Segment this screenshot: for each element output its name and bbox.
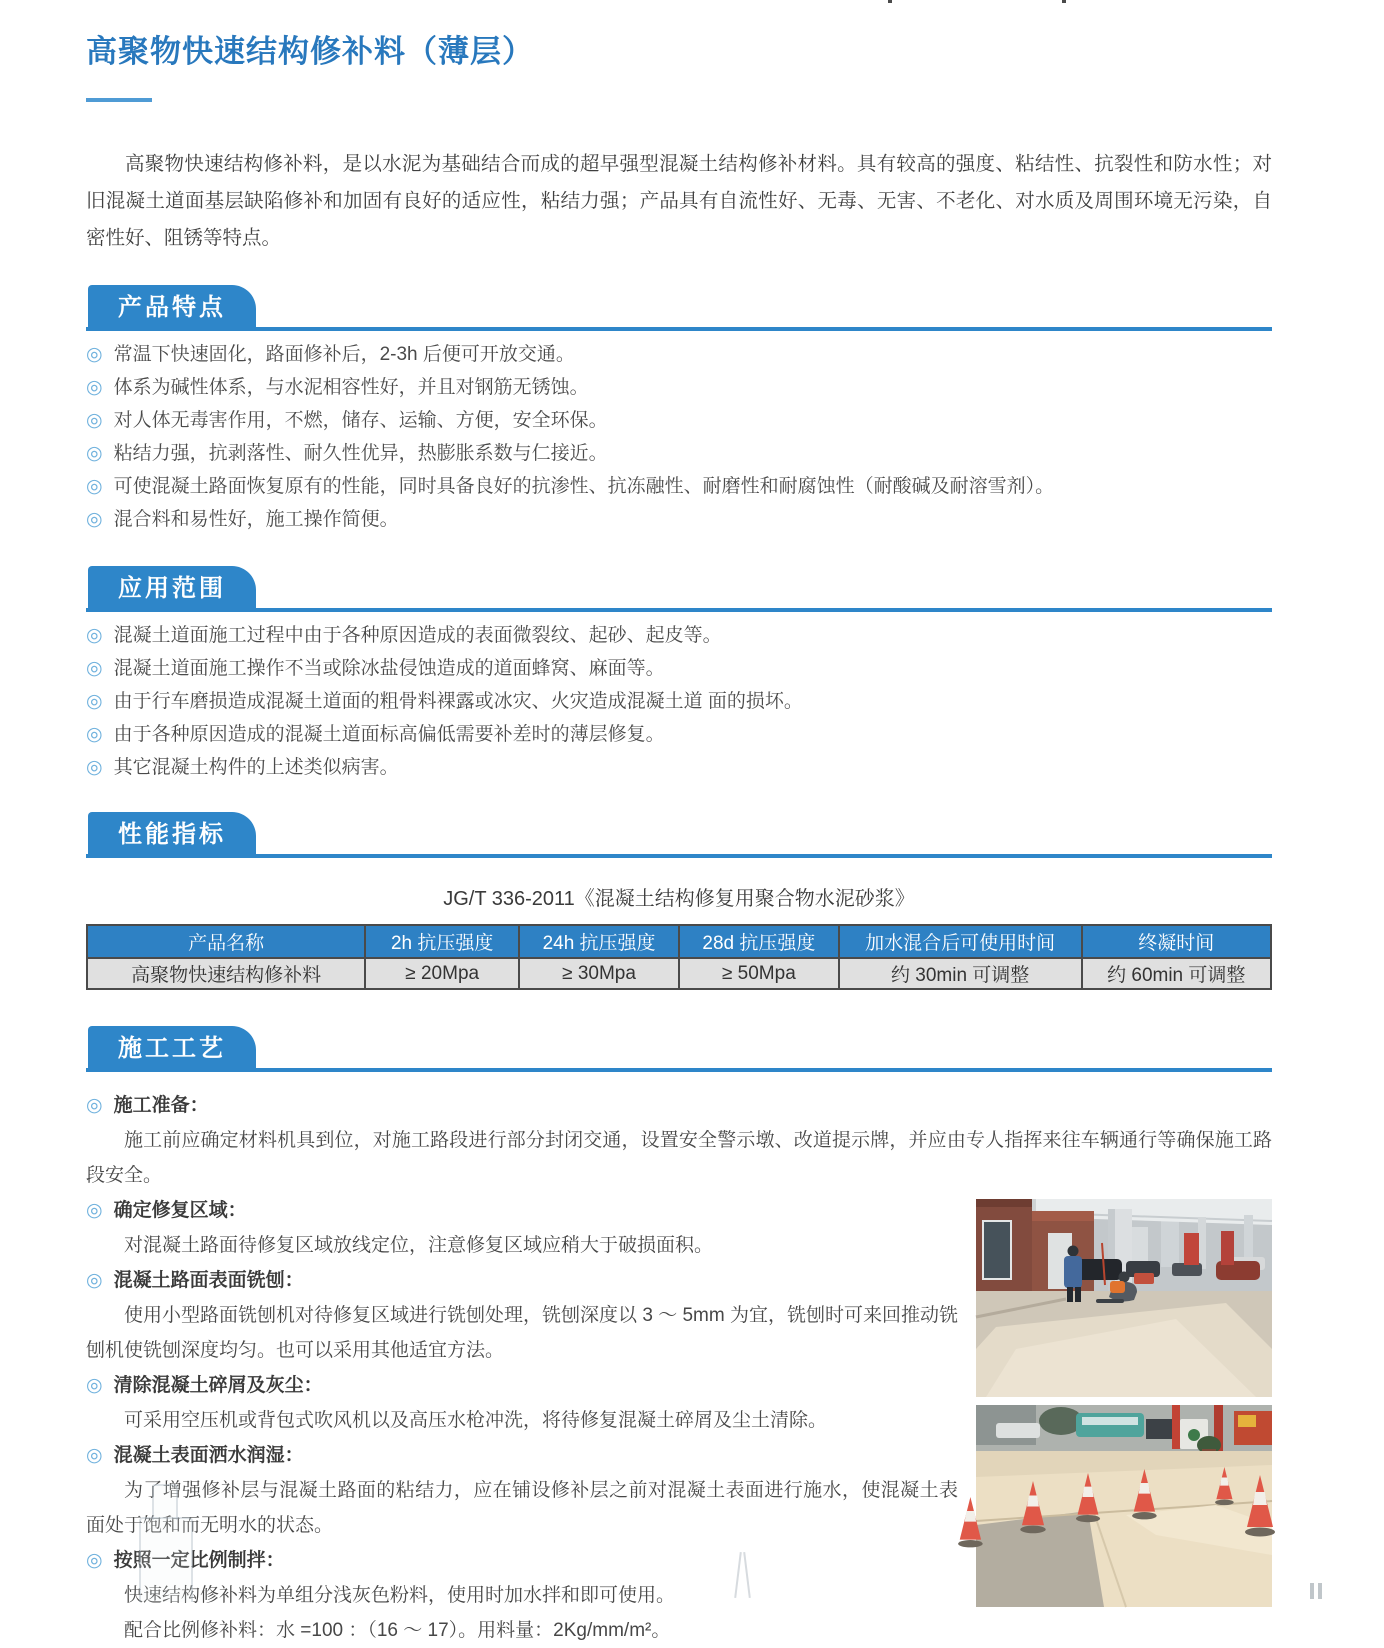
bullet-icon: ◎ [86, 410, 103, 431]
step-text: 可采用空压机或背包式吹风机以及高压水枪冲洗，将待修复混凝土碎屑及尘土清除。 [124, 1410, 828, 1431]
section-rule [86, 608, 1272, 612]
bullet-icon: ◎ [86, 1200, 103, 1221]
bullet-icon: ◎ [86, 1095, 103, 1116]
bullet-icon: ◎ [86, 1270, 103, 1291]
section-tab-applications [88, 566, 256, 612]
list-item-text: 由于各种原因造成的混凝土道面标高偏低需要补差时的薄层修复。 [113, 724, 665, 745]
column-header: 28d 抗压强度 [679, 925, 839, 958]
section-heading: 产品特点 [118, 294, 226, 321]
list-item-text: 常温下快速固化，路面修补后，2-3h 后便可开放交通。 [113, 344, 575, 365]
bullet-icon: ◎ [86, 1375, 103, 1396]
page-title: 高聚物快速结构修补料（薄层） [86, 34, 534, 69]
list-item-text: 粘结力强，抗剥落性、耐久性优异，热膨胀系数与仁接近。 [113, 443, 608, 464]
list-item-text: 体系为碱性体系，与水泥相容性好，并且对钢筋无锈蚀。 [113, 377, 589, 398]
list-item-text: 对人体无毒害作用，不燃，储存、运输、方便，安全环保。 [113, 410, 608, 431]
table-cell: ≥ 50Mpa [679, 958, 839, 989]
step-label: 确定修复区域： [113, 1200, 247, 1221]
features-list [86, 345, 1272, 530]
step-text: 使用小型路面铣刨机对待修复区域进行铣刨处理，铣刨深度以 3 ～ 5mm 为宜，铣刨时可来回推动铣刨机使铣刨深度均匀。也可以采用其他适宜方法。 [86, 1305, 958, 1361]
table-header-row [87, 925, 1271, 958]
list-item [86, 510, 1272, 530]
column-header: 2h 抗压强度 [365, 925, 519, 958]
table-cell: 高聚物快速结构修补料 [87, 958, 365, 989]
step-label: 清除混凝土碎屑及灰尘： [113, 1375, 323, 1396]
list-item [86, 626, 1272, 646]
section-header-features [86, 285, 1272, 331]
step-text: 配合比例修补料：水 =100 ：（16 ～ 17）。用料量：2Kg/mm/m²。 [124, 1620, 671, 1641]
list-item-text: 混凝土道面施工操作不当或除冰盐侵蚀造成的道面蜂窝、麻面等。 [113, 658, 665, 679]
table-row [87, 958, 1271, 989]
table-cell: ≥ 30Mpa [519, 958, 679, 989]
bullet-icon: ◎ [86, 443, 103, 464]
table-cell: 约 60min 可调整 [1082, 958, 1271, 989]
photo-traffic-cones [976, 1405, 1272, 1607]
list-item [86, 411, 1272, 431]
step-label: 按照一定比例制拌： [113, 1550, 285, 1571]
section-header-performance [86, 812, 1272, 858]
bullet-icon: ◎ [86, 691, 103, 712]
bullet-icon: ◎ [86, 476, 103, 497]
bullet-icon: ◎ [86, 724, 103, 745]
step-label: 施工准备： [113, 1095, 209, 1116]
section-heading: 施工工艺 [118, 1035, 226, 1062]
applications-list [86, 626, 1272, 778]
list-item [86, 659, 1272, 679]
photo-column [976, 1199, 1272, 1615]
section-heading: 性能指标 [118, 821, 226, 848]
step-text: 对混凝土路面待修复区域放线定位，注意修复区域应稍大于破损面积。 [124, 1235, 714, 1256]
page-content [86, 0, 1272, 1648]
list-item [86, 378, 1272, 398]
photo-road-repair [976, 1199, 1272, 1397]
watermark-mark [1310, 1583, 1314, 1599]
step-label: 混凝土路面表面铣刨： [113, 1270, 304, 1291]
table-cell: ≥ 20Mpa [365, 958, 519, 989]
standard-reference: JG/T 336-2011《混凝土结构修复用聚合物水泥砂浆》 [443, 888, 915, 910]
column-header: 终凝时间 [1082, 925, 1271, 958]
step-text: 施工前应确定材料机具到位，对施工路段进行部分封闭交通，设置安全警示墩、改道提示牌，并应由专人指挥来往车辆通行等确保施工路段安全。 [86, 1130, 1272, 1186]
bullet-icon: ◎ [86, 1550, 103, 1571]
bullet-icon: ◎ [86, 757, 103, 778]
bullet-icon: ◎ [86, 658, 103, 679]
list-item-text: 可使混凝土路面恢复原有的性能，同时具备良好的抗渗性、抗冻融性、耐磨性和耐腐蚀性（耐酸碱及耐溶雪剂）。 [113, 476, 1055, 497]
watermark-bottle-neck [152, 1484, 178, 1520]
bullet-icon: ◎ [86, 344, 103, 365]
section-tab-process [88, 1026, 256, 1072]
title-underline [86, 98, 152, 102]
road-repair-illustration [976, 1199, 1272, 1397]
list-item-text: 其它混凝土构件的上述类似病害。 [113, 757, 399, 778]
section-rule [86, 1068, 1272, 1072]
section-heading: 应用范围 [118, 575, 226, 602]
list-item [86, 444, 1272, 464]
watermark-mark [1318, 1583, 1322, 1599]
watermark-bottle-body [139, 1517, 193, 1602]
step-text: 快速结构修补料为单组分浅灰色粉料，使用时加水拌和即可使用。 [124, 1585, 676, 1606]
bullet-icon: ◎ [86, 1445, 103, 1466]
section-rule [86, 854, 1272, 858]
process-body [86, 1088, 1272, 1648]
bullet-icon: ◎ [86, 509, 103, 530]
bullet-icon: ◎ [86, 625, 103, 646]
column-header: 产品名称 [87, 925, 365, 958]
list-item [86, 345, 1272, 365]
process-step [86, 1088, 1272, 1193]
bullet-icon: ◎ [86, 377, 103, 398]
traffic-cones-illustration [976, 1405, 1272, 1607]
list-item [86, 758, 1272, 778]
step-label: 混凝土表面洒水润湿： [113, 1445, 304, 1466]
section-tab-performance [88, 812, 256, 858]
list-item [86, 725, 1272, 745]
column-header: 24h 抗压强度 [519, 925, 679, 958]
list-item-text: 混凝土道面施工过程中由于各种原因造成的表面微裂纹、起砂、起皮等。 [113, 625, 722, 646]
list-item-text: 由于行车磨损造成混凝土道面的粗骨料裸露或冰灾、火灾造成混凝土道 面的损坏。 [113, 691, 803, 712]
section-rule [86, 327, 1272, 331]
section-header-process [86, 1026, 1272, 1072]
section-tab-features [88, 285, 256, 331]
table-cell: 约 30min 可调整 [839, 958, 1082, 989]
performance-table [86, 924, 1272, 990]
column-header: 加水混合后可使用时间 [839, 925, 1082, 958]
list-item [86, 692, 1272, 712]
list-item-text: 混合料和易性好，施工操作简便。 [113, 509, 399, 530]
list-item [86, 477, 1272, 497]
step-text: 为了增强修补层与混凝土路面的粘结力，应在铺设修补层之前对混凝土表面进行施水，使混凝土表面处于饱和而无明水的状态。 [86, 1480, 958, 1536]
step-heading [86, 1088, 1272, 1123]
section-header-applications [86, 566, 1272, 612]
intro-paragraph: 高聚物快速结构修补料，是以水泥为基础结合而成的超早强型混凝土结构修补材料。具有较高的强度、粘结性、抗裂性和防水性；对旧混凝土道面基层缺陷修补和加固有良好的适应性，粘结力强；产品具有自流性好、无毒、无害、不老化、对水质及周围环境无污染，自密性好、阻锈等特点。 [86, 153, 1272, 249]
